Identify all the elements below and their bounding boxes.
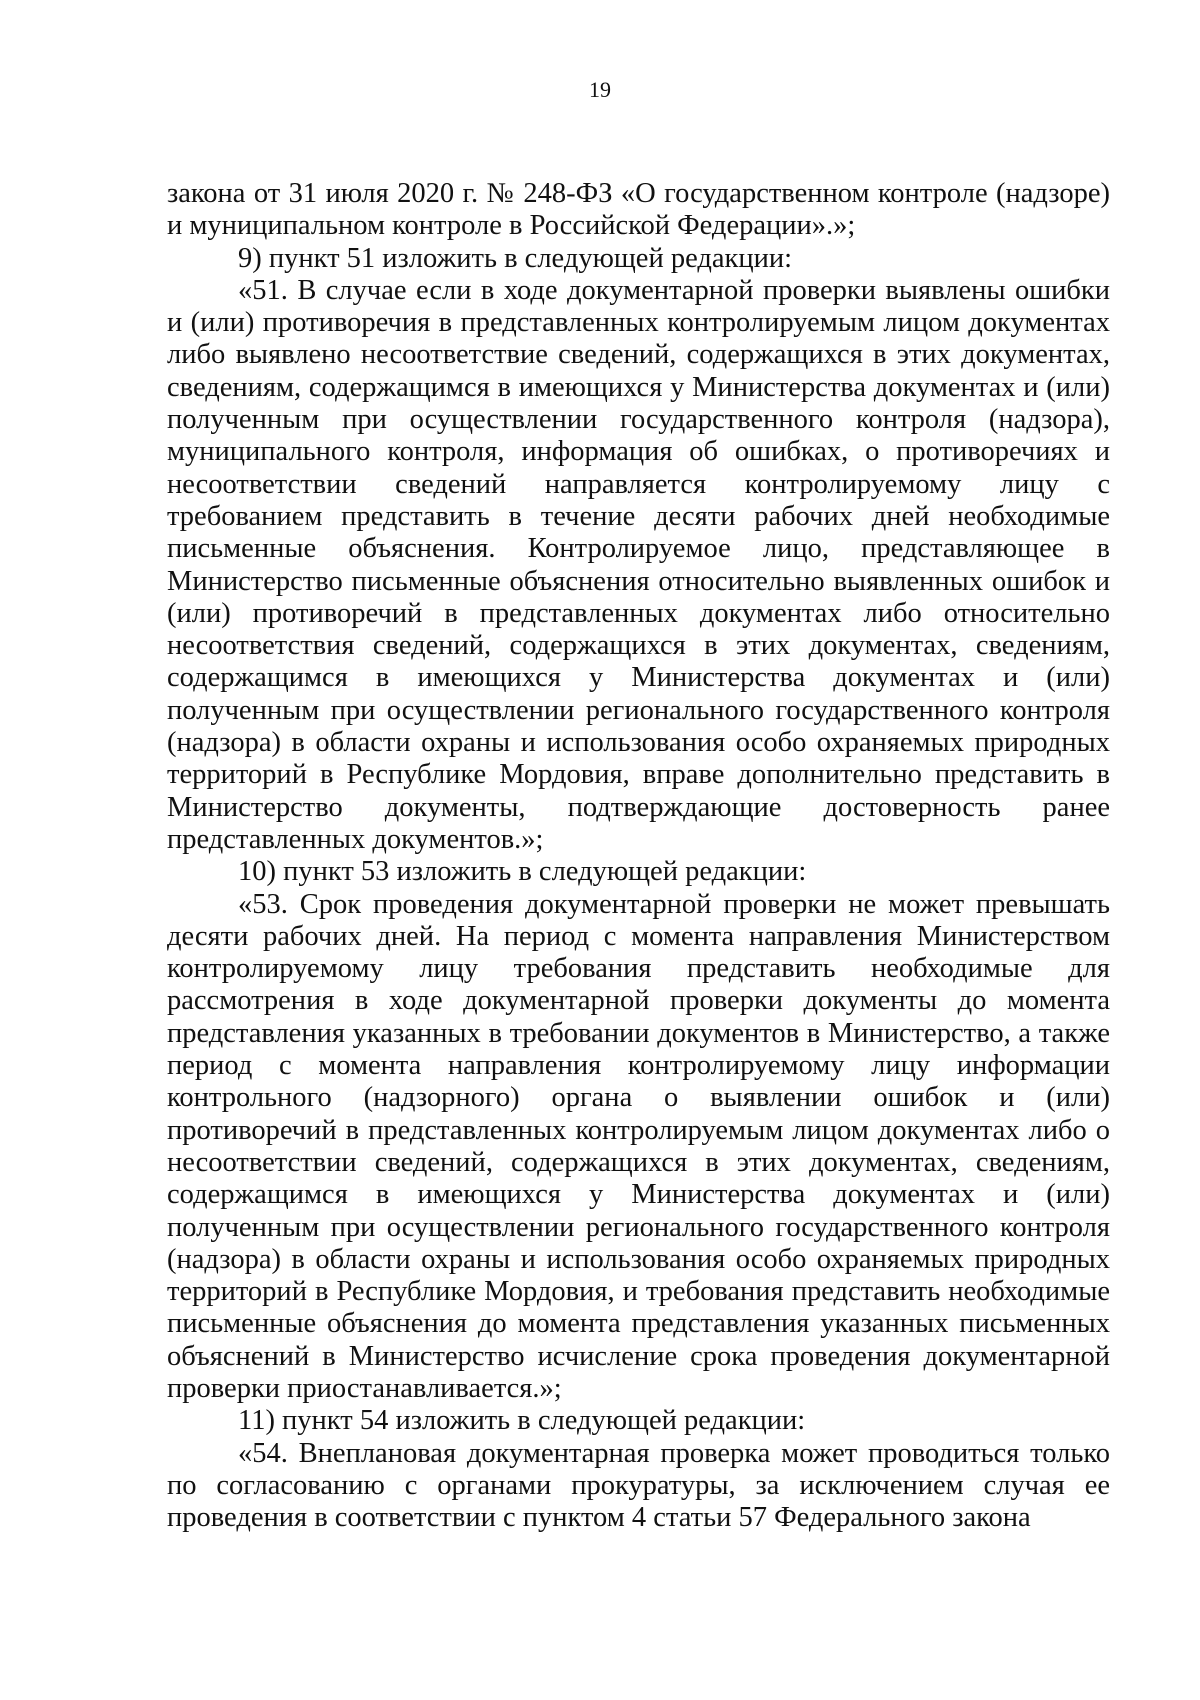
paragraph-clause-51: «51. В случае если в ходе документарной проверки выявлены ошибки и (или) противоречия в представленных контролируемым лицом документах либо выявлено несоответствие сведений, содержащихся в этих документах, сведениям, содержащимся в имеющихся у Министерства документах и (или) полученным при осуществлении государственного контроля (надзора), муниципального контроля, информация об ошибках, о противоречиях и несоответствии сведений направляется контролируемому лицу с требованием представить в течение десяти рабочих дней необходимые письменные объяснения. Контролируемое лицо, представляющее в Министерство письменные объяснения относительно выявленных ошибок и (или) противоречий в представленных документах либо относительно несоответствия сведений, содержащихся в этих документах, сведениям, содержащимся в имеющихся у Министерства документах и (или) полученным при осуществлении регионального государственного контроля (надзора) в области охраны и использования особо охраняемых природных территорий в Республике Мордовия, вправе дополнительно представить в Министерство документы, подтверждающие достоверность ранее представленных документов.»; bbox=[167, 274, 1110, 855]
document-body bbox=[167, 178, 1110, 1534]
paragraph-item-9-heading: 9) пункт 51 изложить в следующей редакции: bbox=[238, 242, 793, 274]
paragraph-clause-53: «53. Срок проведения документарной проверки не может превышать десяти рабочих дней. На период с момента направления Министерством контролируемому лицу требования представить необходимые для рассмотрения в ходе документарной проверки документы до момента представления указанных в требовании документов в Министерство, а также период с момента направления контролируемому лицу информации контрольного (надзорного) органа о выявлении ошибок и (или) противоречий в представленных контролируемым лицом документах либо о несоответствии сведений, содержащихся в этих документах, сведениям, содержащимся в имеющихся у Министерства документах и (или) полученным при осуществлении регионального государственного контроля (надзора) в области охраны и использования особо охраняемых природных территорий в Республике Мордовия, и требования представить необходимые письменные объяснения до момента представления указанных письменных объяснений в Министерство исчисление срока проведения документарной проверки приостанавливается.»; bbox=[167, 888, 1110, 1404]
paragraph-law-reference-continuation: закона от 31 июля 2020 г. № 248-ФЗ «О государственном контроле (надзоре) и муниципальном контроле в Российской Федерации».»; bbox=[167, 178, 1110, 242]
paragraph-item-11-heading: 11) пункт 54 изложить в следующей редакции: bbox=[238, 1405, 806, 1437]
page-number: 19 bbox=[589, 77, 611, 102]
paragraph-clause-54: «54. Внеплановая документарная проверка может проводиться только по согласованию с органами прокуратуры, за исключением случая ее проведения в соответствии с пунктом 4 статьи 57 Федерального закона bbox=[167, 1437, 1110, 1534]
paragraph-item-10-heading: 10) пункт 53 изложить в следующей редакции: bbox=[238, 856, 807, 888]
